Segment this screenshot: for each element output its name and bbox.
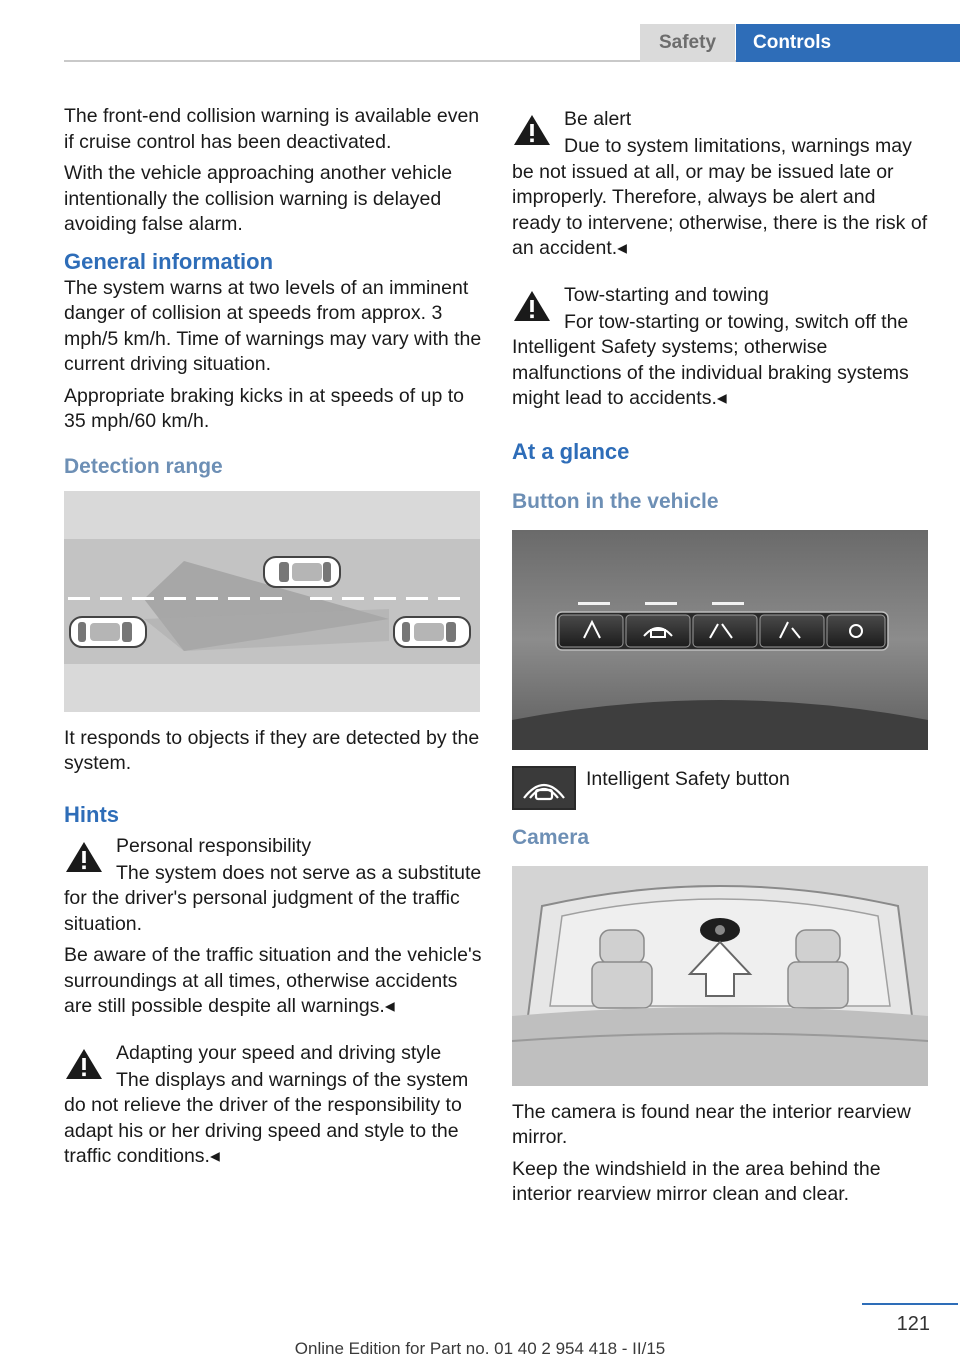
warning-be-alert xyxy=(512,104,928,262)
paragraph-approach-delay: With the vehicle approaching another vehicle intentionally the collision warning is delayed avoiding false alarm. xyxy=(64,162,453,235)
footer-rule xyxy=(862,1303,958,1305)
right-column xyxy=(512,104,928,1214)
warning-text: The system does not serve as a substitute for the driver's personal judgment of the traffic situation. xyxy=(64,861,482,935)
warning-triangle-icon xyxy=(64,839,104,875)
paragraph-camera-location: The camera is found near the interior rearview mirror. xyxy=(512,1100,911,1148)
camera-location-illustration xyxy=(512,866,928,1086)
button-legend xyxy=(512,766,928,826)
header-chapter-tab[interactable]: Controls xyxy=(736,24,960,62)
paragraph-object-detection: It responds to objects if they are detected by the system. xyxy=(64,726,480,774)
warning-title: Tow-starting and towing xyxy=(564,283,769,306)
warning-text: Be aware of the traffic situation and the vehicle's surroundings at all times, otherwise accidents are still possible despite all warnings.◂ xyxy=(64,944,482,1017)
detection-range-illustration xyxy=(64,491,480,712)
header-section-tab[interactable]: Safety xyxy=(640,24,735,62)
footer-edition: Online Edition for Part no. 01 40 2 954 418 - II/15 xyxy=(294,1339,666,1358)
left-column xyxy=(64,104,482,1176)
intelligent-safety-icon xyxy=(512,766,576,810)
heading-button-in-vehicle: Button in the vehicle xyxy=(512,489,719,513)
heading-general-information: General information xyxy=(64,248,274,274)
car-left-icon xyxy=(70,617,146,647)
warning-triangle-icon xyxy=(64,1046,104,1082)
heading-camera: Camera xyxy=(512,825,590,849)
heading-hints: Hints xyxy=(64,801,119,827)
warning-adapt-speed xyxy=(64,1038,482,1170)
paragraph-keep-windshield-clear: Keep the windshield in the area behind the interior rearview mirror clean and clear. xyxy=(512,1157,881,1205)
warning-tow-starting xyxy=(512,280,928,412)
heading-at-a-glance: At a glance xyxy=(512,438,630,464)
warning-title: Personal responsibility xyxy=(116,834,312,857)
warning-text: For tow-starting or towing, switch off the Intelligent Safety systems; otherwise malfunctions of the individual braking systems might lead to accidents.◂ xyxy=(512,310,909,409)
warning-title: Adapting your speed and driving style xyxy=(116,1041,442,1064)
warning-text: The displays and warnings of the system do not relieve the driver of the responsibility to adapt his or her driving speed and style to the traffic conditions.◂ xyxy=(64,1068,469,1167)
warning-title: Be alert xyxy=(564,108,632,130)
page-number: 121 xyxy=(896,1313,930,1335)
heading-detection-range: Detection range xyxy=(64,454,223,478)
button-caption: Intelligent Safety button xyxy=(586,767,790,790)
warning-personal-responsibility xyxy=(64,831,482,1020)
warning-text: Due to system limitations, warnings may be not issued at all, or may be issued late or improperly. Therefore, always be alert and ready to intervene; otherwise, there is the risk of an accident.◂ xyxy=(512,135,928,259)
paragraph-cruise-control: The front-end collision warning is available even if cruise control has been deactivated. xyxy=(64,105,480,153)
warning-triangle-icon xyxy=(512,288,552,324)
paragraph-warning-levels: The system warns at two levels of an imminent danger of collision at speeds from approx. 3 mph/5 km/h. Time of warnings may vary with the current driving situation. xyxy=(64,276,482,375)
own-car-icon xyxy=(394,617,470,647)
paragraph-braking-speed: Appropriate braking kicks in at speeds of up to 35 mph/60 km/h. xyxy=(64,384,464,432)
car-ahead-icon xyxy=(264,557,340,587)
warning-triangle-icon xyxy=(512,112,552,148)
button-panel-photo xyxy=(512,530,928,750)
